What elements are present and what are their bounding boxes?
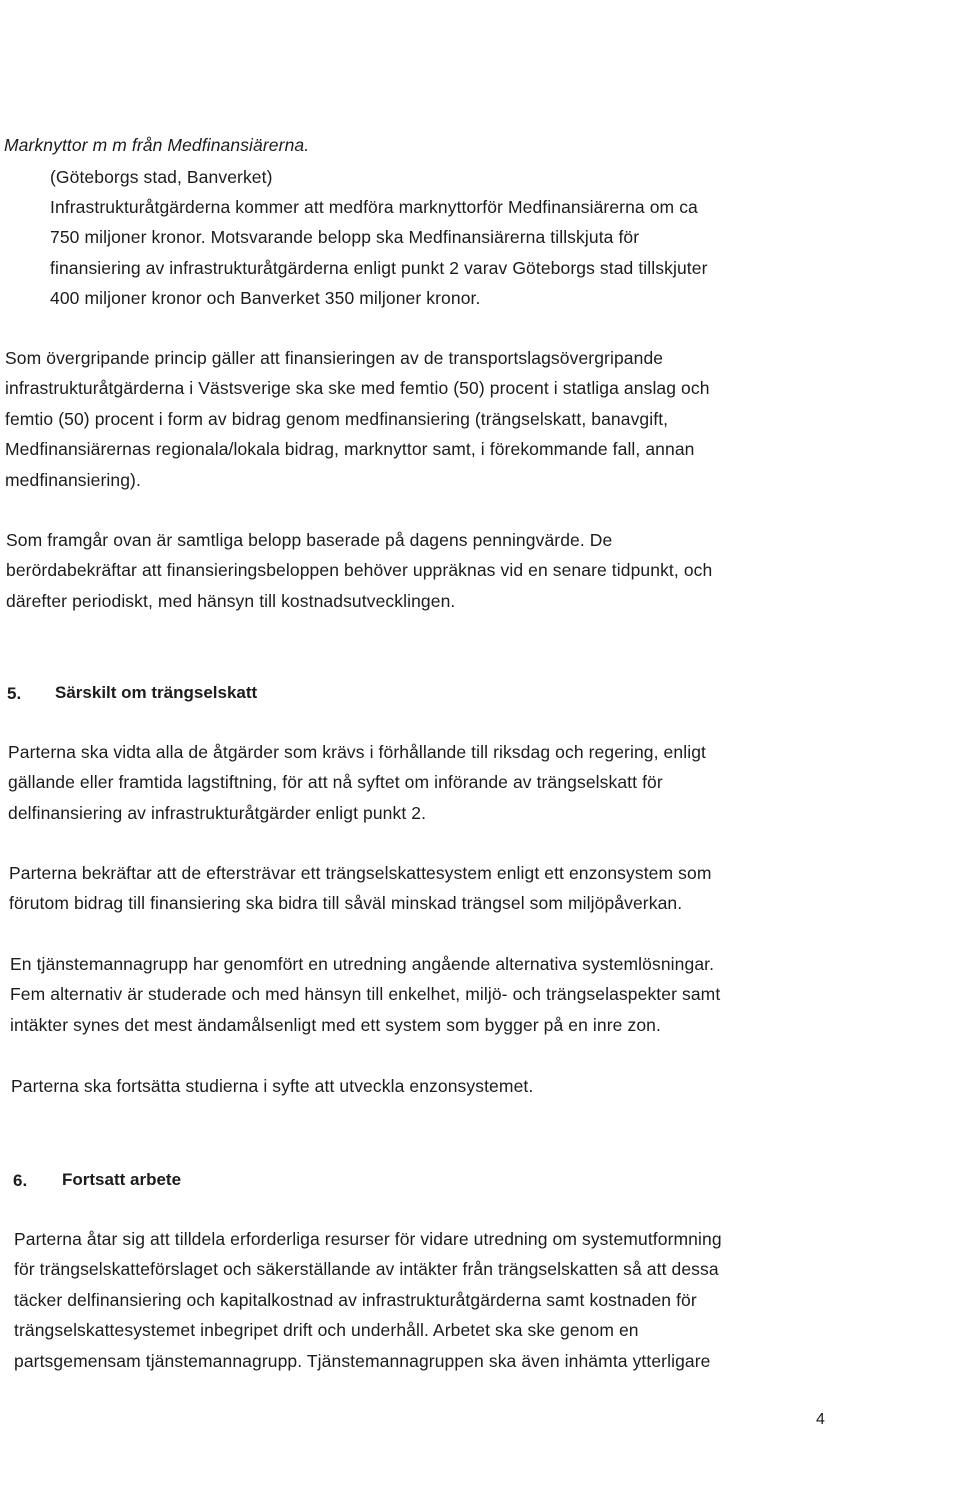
text-line: för trängselskatteförslaget och säkerställande av intäkter från trängselskatten så att dessa <box>14 1259 719 1279</box>
page-number: 4 <box>816 1411 825 1428</box>
text-line: täcker delfinansiering och kapitalkostnad av infrastrukturåtgärderna samt kostnaden för <box>14 1290 697 1310</box>
text-line: delfinansiering av infrastrukturåtgärder enligt punkt 2. <box>8 803 427 823</box>
text-line: Medfinansiärernas regionala/lokala bidrag, marknyttor samt, i förekommande fall, annan <box>5 439 695 459</box>
text-line: finansiering av infrastrukturåtgärderna enligt punkt 2 varav Göteborgs stad tillskjuter <box>50 258 708 278</box>
text-line: intäkter synes det mest ändamålsenligt med ett system som bygger på en inre zon. <box>10 1015 661 1035</box>
text-line: gällande eller framtida lagstiftning, för att nå syftet om införande av trängselskatt för <box>8 772 663 792</box>
text-line: Infrastrukturåtgärderna kommer att medföra marknyttorför Medfinansiärerna om ca <box>50 197 698 217</box>
text-line: Parterna åtar sig att tilldela erforderliga resurser för vidare utredning om systemutformning <box>14 1229 722 1249</box>
text-line: Fem alternativ är studerade och med hänsyn till enkelhet, miljö- och trängselaspekter samt <box>10 984 721 1004</box>
text-line: infrastrukturåtgärderna i Västsverige ska ske med femtio (50) procent i statliga anslag och <box>5 378 710 398</box>
text-line: medfinansiering). <box>5 470 141 490</box>
text-line: femtio (50) procent i form av bidrag genom medfinansiering (trängselskatt, banavgift, <box>5 409 669 429</box>
text-line: förutom bidrag till finansiering ska bidra till såväl minskad trängsel som miljöpåverkan. <box>9 893 683 913</box>
text-line: därefter periodiskt, med hänsyn till kostnadsutvecklingen. <box>6 591 456 611</box>
section-number-5: 5. <box>7 684 22 703</box>
text-line: 400 miljoner kronor och Banverket 350 miljoner kronor. <box>50 288 481 308</box>
text-line: En tjänstemannagrupp har genomfört en utredning angående alternativa systemlösningar. <box>10 954 715 974</box>
text-line: Parterna bekräftar att de eftersträvar ett trängselskattesystem enligt ett enzonsystem som <box>9 863 712 883</box>
text-line: 750 miljoner kronor. Motsvarande belopp ska Medfinansiärerna tillskjuta för <box>50 227 640 247</box>
section-title-5: Särskilt om trängselskatt <box>55 683 258 702</box>
text-line: partsgemensam tjänstemannagrupp. Tjänstemannagruppen ska även inhämta ytterligare <box>14 1351 711 1371</box>
text-line: Som framgår ovan är samtliga belopp baserade på dagens penningvärde. De <box>6 530 613 550</box>
section-title-6: Fortsatt arbete <box>62 1170 182 1189</box>
text-line: berördabekräftar att finansieringsbeloppen behöver uppräknas vid en senare tidpunkt, och <box>6 560 713 580</box>
section-number-6: 6. <box>13 1171 28 1190</box>
text-line: (Göteborgs stad, Banverket) <box>50 167 273 187</box>
text-line: Parterna ska vidta alla de åtgärder som krävs i förhållande till riksdag och regering, enligt <box>8 742 706 762</box>
text-line: Parterna ska fortsätta studierna i syfte att utveckla enzonsystemet. <box>11 1076 534 1096</box>
text-line: Som övergripande princip gäller att finansieringen av de transportslagsövergripande <box>5 348 664 368</box>
section-title-marknyttor: Marknyttor m m från Medfinansiärerna. <box>4 135 310 155</box>
text-line: trängselskattesystemet inbegripet drift och underhåll. Arbetet ska ske genom en <box>14 1320 639 1340</box>
